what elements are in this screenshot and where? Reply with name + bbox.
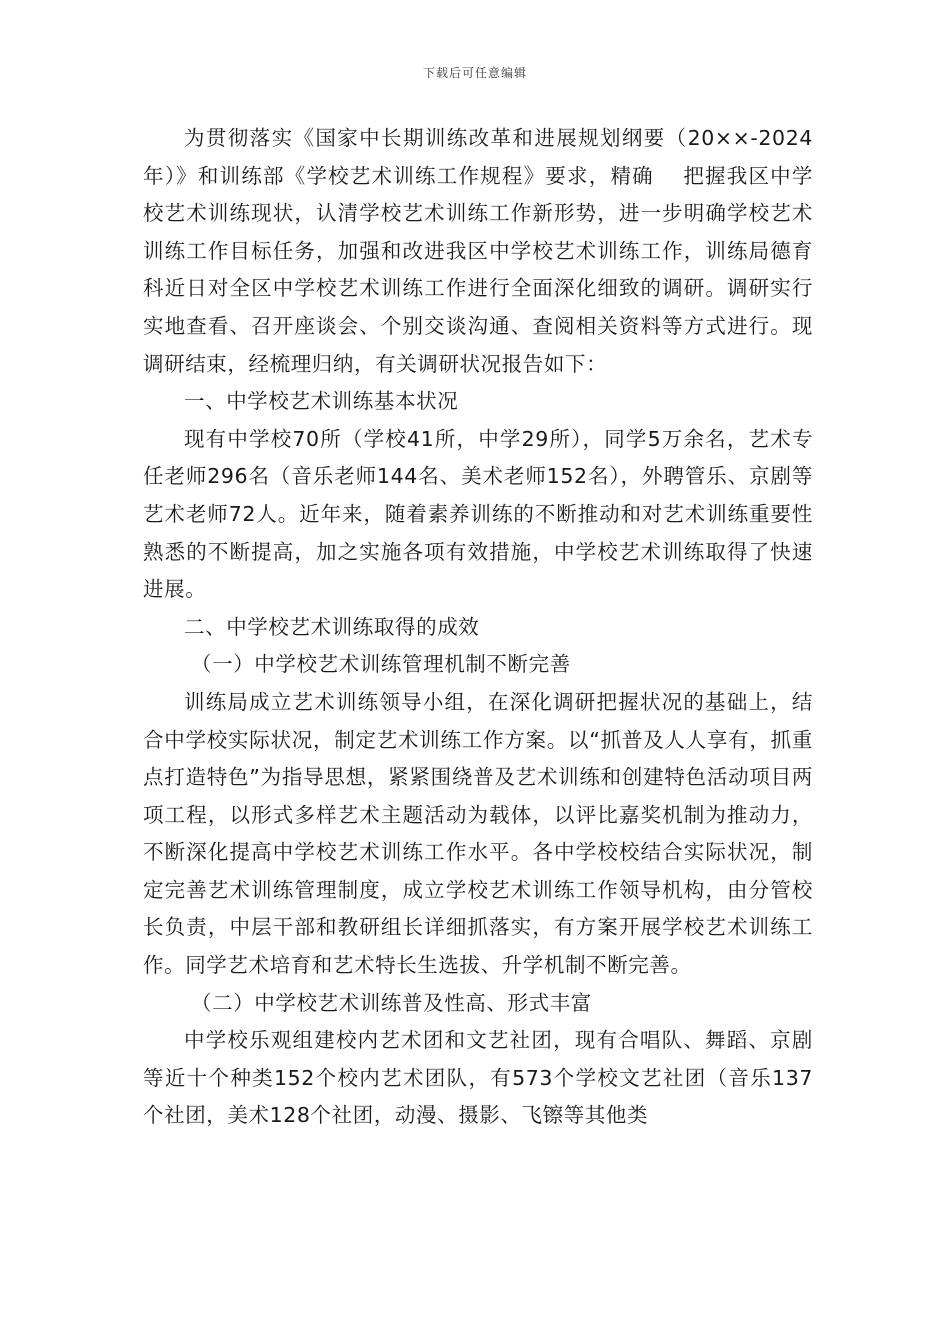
page-header-note: 下载后可任意编辑 bbox=[422, 66, 527, 80]
section-heading-achievements: 二、中学校艺术训练取得的成效 bbox=[184, 614, 480, 639]
subsection-heading-popularity: （二）中学校艺术训练普及性高、形式丰富 bbox=[191, 990, 592, 1015]
management-paragraph: 训练局成立艺术训练领导小组，在深化调研把握状况的基础上，结合中学校实际状况，制定艺术训练工作方案。以“抓普及人人享有，抓重点打造特色”为指导思想，紧紧围绕普及艺术训练和创建特色活动项目两项工程，以形式多样艺术主题活动为载体，以评比嘉奖机制为推动力，不断深化提高中学校艺术训练工作水平。各中学校校结合实际状况，制定完善艺术训练管理制度，成立学校艺术训练工作领导机构，由分管校长负责，中层干部和教研组长详细抓落实，有方案开展学校艺术训练工作。同学艺术培育和艺术特长生选拔、升学机制不断完善。 bbox=[143, 689, 813, 978]
basic-status-paragraph: 现有中学校70所（学校41所，中学29所），同学5万余名，艺术专任老师296名（音乐老师144名、美术老师152名），外聘管乐、京剧等艺术老师72人。近年来，随着素养训练的不断推动和对艺术训练重要性熟悉的不断提高，加之实施各项有效措施，中学校艺术训练取得了快速进展。 bbox=[143, 426, 813, 602]
document-body bbox=[143, 120, 813, 1135]
section-heading-basic-status: 一、中学校艺术训练基本状况 bbox=[184, 389, 459, 414]
popularity-paragraph: 中学校乐观组建校内艺术团和文艺社团，现有合唱队、舞蹈、京剧等近十个种类152个校内艺术团队，有573个学校文艺社团（音乐137个社团，美术128个社团，动漫、摄影、飞镲等其他类 bbox=[143, 1028, 813, 1128]
subsection-heading-management: （一）中学校艺术训练管理机制不断完善 bbox=[191, 652, 571, 677]
intro-paragraph: 为贯彻落实《国家中长期训练改革和进展规划纲要（20××-2024年）》和训练部《学校艺术训练工作规程》要求，精确 把握我区中学校艺术训练现状，认清学校艺术训练工作新形势，进一步明确学校艺术训练工作目标任务，加强和改进我区中学校艺术训练工作，训练局德育科近日对全区中学校艺术训练工作进行全面深化细致的调研。调研实行实地查看、召开座谈会、个别交谈沟通、查阅相关资料等方式进行。现调研结束，经梳理归纳，有关调研状况报告如下： bbox=[143, 126, 813, 376]
